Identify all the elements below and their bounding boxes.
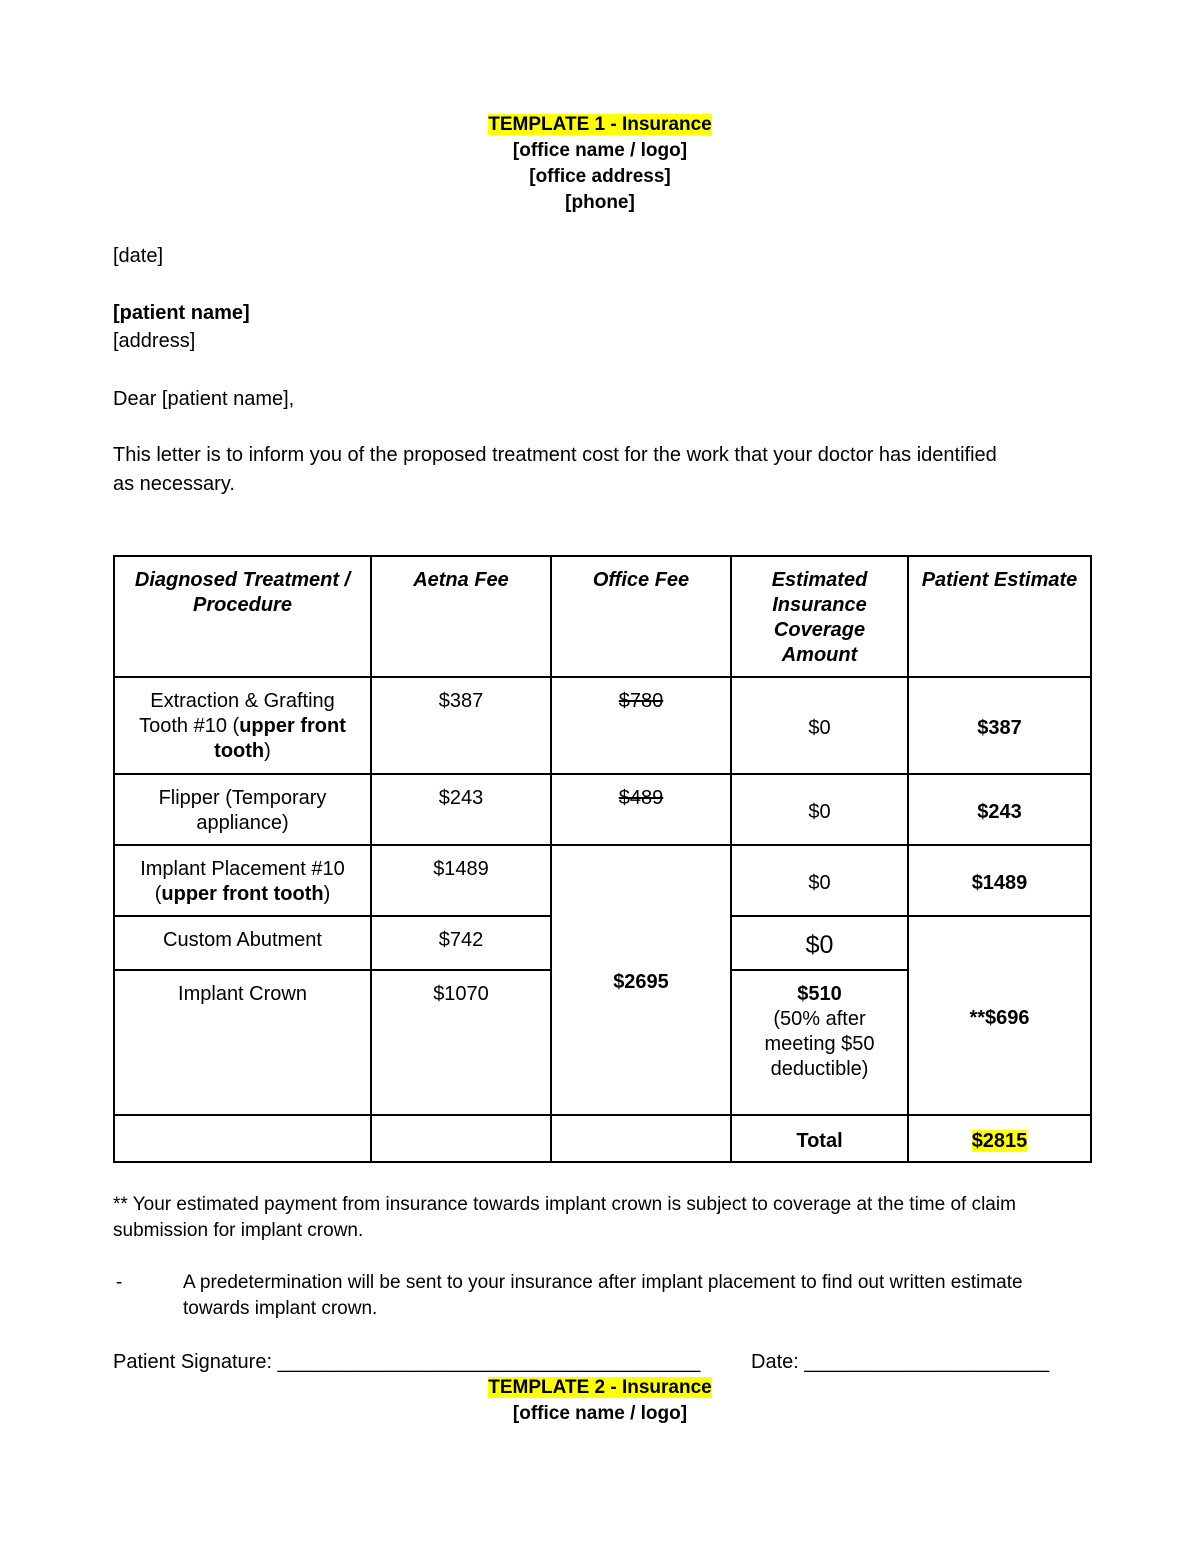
intro-line-1: This letter is to inform you of the proposed treatment cost for the work that your doctor has identified xyxy=(113,444,997,466)
coverage-cell: $0 xyxy=(731,774,908,845)
table-row xyxy=(114,677,1091,774)
treatment-table xyxy=(113,555,1092,1163)
intro-line-2: as necessary. xyxy=(113,473,235,495)
patient-estimate-combined-cell: **$696 xyxy=(908,916,1091,1115)
total-value-cell xyxy=(908,1115,1091,1162)
empty-cell xyxy=(371,1115,551,1162)
coverage-cell: $0 xyxy=(731,677,908,774)
coverage-cell: $510 (50% after meeting $50 deductible) xyxy=(731,970,908,1115)
office-phone: [phone] xyxy=(565,192,635,213)
total-label: Total xyxy=(731,1115,908,1162)
bullet-marker: - xyxy=(116,1272,123,1293)
template1-highlight: TEMPLATE 1 - Insurance xyxy=(488,114,712,135)
header-treatment: Diagnosed Treatment / Procedure xyxy=(114,556,371,677)
aetna-fee-cell: $243 xyxy=(371,774,551,845)
date-line: ______________________ xyxy=(804,1351,1050,1373)
office-address: [office address] xyxy=(529,166,671,187)
treatment-cell: Flipper (Temporary appliance) xyxy=(114,774,371,845)
signature-date xyxy=(751,1348,1049,1376)
treatment-cell: Implant Crown xyxy=(114,970,371,1115)
patient-estimate-cell: $243 xyxy=(908,774,1091,845)
bullet-text: A predetermination will be sent to your insurance after implant placement to find out written estimate towards implant crown. xyxy=(183,1272,1023,1319)
treatment-cell: Extraction & Grafting Tooth #10 (upper front tooth) xyxy=(114,677,371,774)
patient-address: [address] xyxy=(113,330,196,352)
office-fee-combined-cell: $2695 xyxy=(551,845,731,1115)
patient-signature-label: Patient Signature: xyxy=(113,1351,272,1373)
aetna-fee-cell: $1070 xyxy=(371,970,551,1115)
aetna-fee-cell: $742 xyxy=(371,916,551,970)
treatment-cell: Custom Abutment xyxy=(114,916,371,970)
empty-cell xyxy=(551,1115,731,1162)
table-header-row xyxy=(114,556,1091,677)
patient-estimate-cell: $1489 xyxy=(908,845,1091,916)
coverage-cell: $0 xyxy=(731,845,908,916)
date-label: Date: xyxy=(751,1351,799,1373)
office-name: [office name / logo] xyxy=(512,140,688,161)
aetna-fee-cell: $1489 xyxy=(371,845,551,916)
template1-title xyxy=(0,112,1200,138)
header-coverage: Estimated Insurance Coverage Amount xyxy=(731,556,908,677)
footnote: ** Your estimated payment from insurance towards implant crown is subject to coverage at the time of claim submission for implant crown. xyxy=(113,1194,1016,1241)
coverage-cell: $0 xyxy=(731,916,908,970)
patient-name: [patient name] xyxy=(113,302,250,324)
patient-estimate-cell: $387 xyxy=(908,677,1091,774)
patient-signature-line: ______________________________________ xyxy=(277,1351,701,1373)
header-office-fee: Office Fee xyxy=(551,556,731,677)
template2-highlight: TEMPLATE 2 - Insurance xyxy=(488,1377,712,1398)
template2-title xyxy=(0,1375,1200,1401)
header-aetna-fee: Aetna Fee xyxy=(371,556,551,677)
table-total-row xyxy=(114,1115,1091,1162)
office-fee-cell: $489 xyxy=(551,774,731,845)
total-value: $2815 xyxy=(971,1129,1028,1152)
table-row xyxy=(114,845,1091,916)
header-patient-estimate: Patient Estimate xyxy=(908,556,1091,677)
treatment-cell: Implant Placement #10 (upper front tooth) xyxy=(114,845,371,916)
footer-office-name: [office name / logo] xyxy=(512,1403,688,1424)
table-row xyxy=(114,774,1091,845)
letter-date: [date] xyxy=(113,245,164,267)
salutation: Dear [patient name], xyxy=(113,388,295,410)
office-fee-cell: $780 xyxy=(551,677,731,774)
empty-cell xyxy=(114,1115,371,1162)
aetna-fee-cell: $387 xyxy=(371,677,551,774)
patient-signature xyxy=(113,1348,700,1376)
